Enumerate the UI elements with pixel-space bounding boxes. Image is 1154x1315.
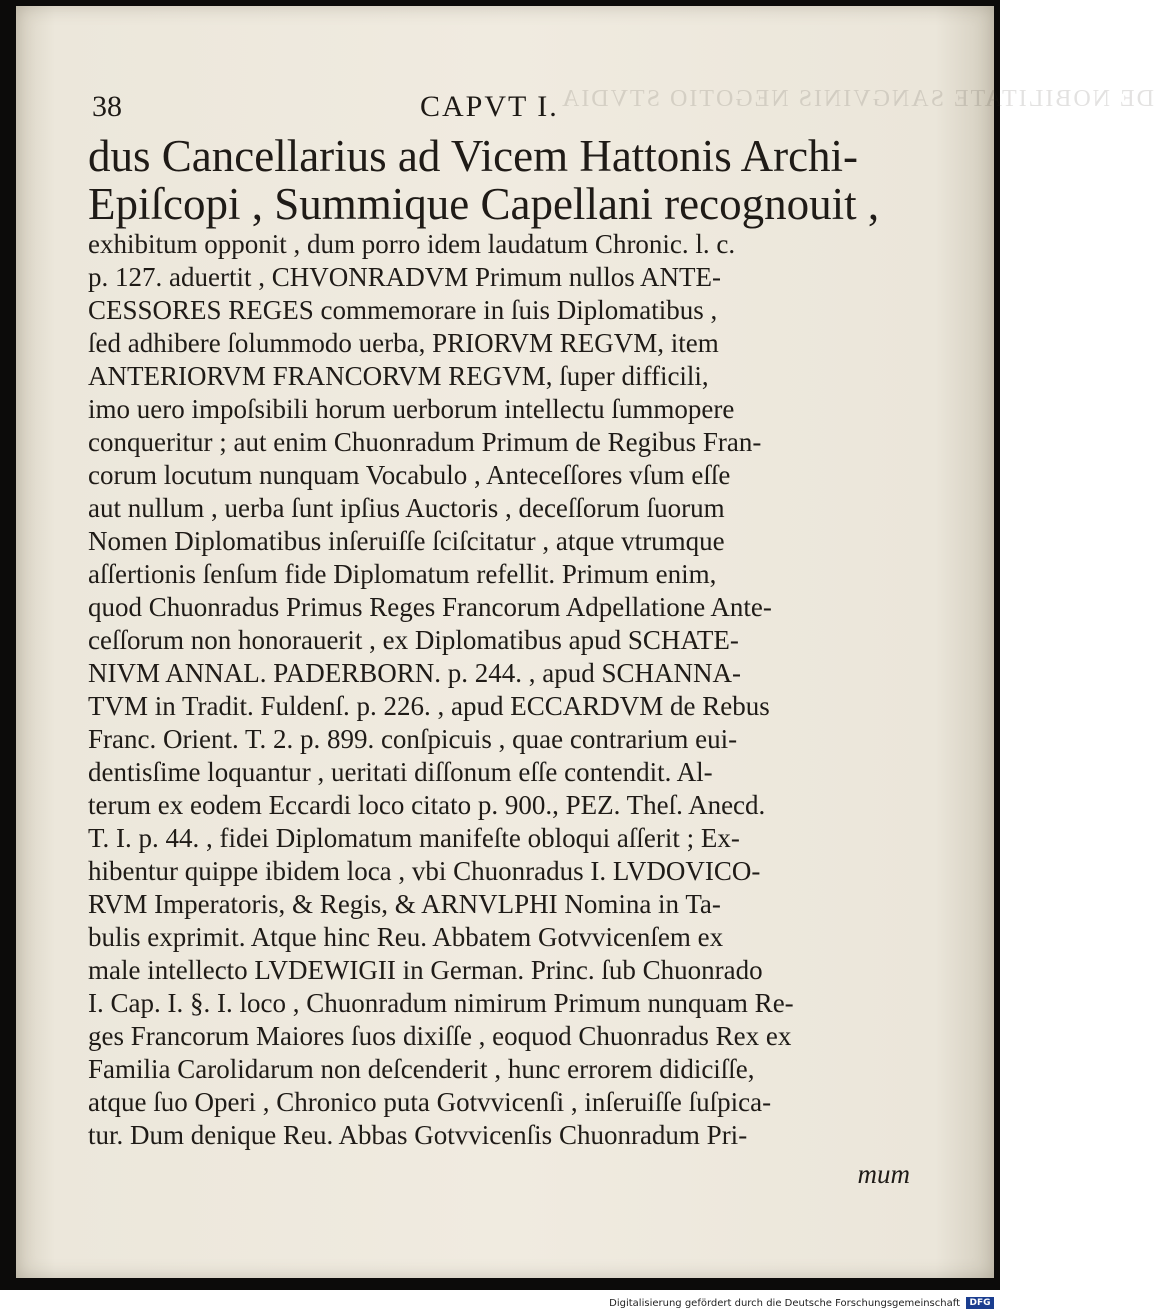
text-line: male intellecto LVDEWIGII in German. Princ. ſub Chuonrado <box>88 955 763 985</box>
page-number: 38 <box>92 90 122 123</box>
text-line: exhibitum opponit , dum porro idem laudatum Chronic. l. c. <box>88 229 736 259</box>
text-line: CESSORES REGES commemorare in ſuis Diplomatibus , <box>88 295 718 325</box>
text-line: dentisſime loquantur , ueritati diſſonum eſſe contendit. Al- <box>88 757 713 787</box>
text-line: Epiſcopi , Summique Capellani recognouit , <box>88 179 880 229</box>
text-line: RVM Imperatoris, & Regis, & ARNVLPHI Nomina in Ta- <box>88 889 721 919</box>
text-line: aſſertionis ſenſum fide Diplomatum refellit. Primum enim, <box>88 559 717 589</box>
catchword: mum <box>857 1159 910 1189</box>
text-line: aut nullum , uerba ſunt ipſius Auctoris , deceſſorum ſuorum <box>88 493 725 523</box>
text-line: ANTERIORVM FRANCORVM REGVM, ſuper difficili, <box>88 361 709 391</box>
funding-credit: Digitalisierung gefördert durch die Deutsche Forschungsgemeinschaft <box>609 1298 960 1309</box>
text-line: conqueritur ; aut enim Chuonradum Primum de Regibus Fran- <box>88 427 762 457</box>
text-line: TVM in Tradit. Fuldenſ. p. 226. , apud ECCARDVM de Rebus <box>88 691 770 721</box>
text-line: Familia Carolidarum non deſcenderit , hunc errorem didiciſſe, <box>88 1054 755 1084</box>
text-line: bulis exprimit. Atque hinc Reu. Abbatem Gotvvicenſem ex <box>88 922 724 952</box>
text-line: ſed adhibere ſolummodo uerba, PRIORVM REGVM, item <box>88 328 719 358</box>
text-line: Nomen Diplomatibus inſeruiſſe ſciſcitatur , atque vtrumque <box>88 526 725 556</box>
text-line: I. Cap. I. §. I. loco , Chuonradum nimirum Primum nunquam Re- <box>88 988 794 1018</box>
bleed-through-text: DE NOBILITATE SANGVINIS NEGOTIO STVDIA <box>560 86 1154 112</box>
text-line: atque ſuo Operi , Chronico puta Gotvvicenſi , inſeruiſſe ſuſpica- <box>88 1087 772 1117</box>
text-line: p. 127. aduertit , CHVONRADVM Primum nullos ANTE- <box>88 262 721 292</box>
text-line: ceſſorum non honorauerit , ex Diplomatibus apud SCHATE- <box>88 625 739 655</box>
text-line: tur. Dum denique Reu. Abbas Gotvvicenſis Chuonradum Pri- <box>88 1120 748 1150</box>
text-line: dus Cancellarius ad Vicem Hattonis Archi- <box>88 131 859 181</box>
text-line: T. I. p. 44. , fidei Diplomatum manifeſte obloqui aſſerit ; Ex- <box>88 823 740 853</box>
text-line: Franc. Orient. T. 2. p. 899. conſpicuis , quae contrarium eui- <box>88 724 738 754</box>
dfg-logo: DFG <box>966 1297 994 1309</box>
text-line: imo uero impoſsibili horum uerborum intellectu ſummopere <box>88 394 735 424</box>
text-line: ges Francorum Maiores ſuos dixiſſe , eoquod Chuonradus Rex ex <box>88 1021 792 1051</box>
running-head: CAPVT I. <box>420 90 559 123</box>
text-line: hibentur quippe ibidem loca , vbi Chuonradus I. LVDOVICO- <box>88 856 761 886</box>
text-line: quod Chuonradus Primus Reges Francorum Adpellatione Ante- <box>88 592 772 622</box>
text-line: corum locutum nunquam Vocabulo , Anteceſſores vſum eſſe <box>88 460 731 490</box>
text-line: terum ex eodem Eccardi loco citato p. 900., PEZ. Theſ. Anecd. <box>88 790 766 820</box>
text-line: NIVM ANNAL. PADERBORN. p. 244. , apud SCHANNA- <box>88 658 742 688</box>
